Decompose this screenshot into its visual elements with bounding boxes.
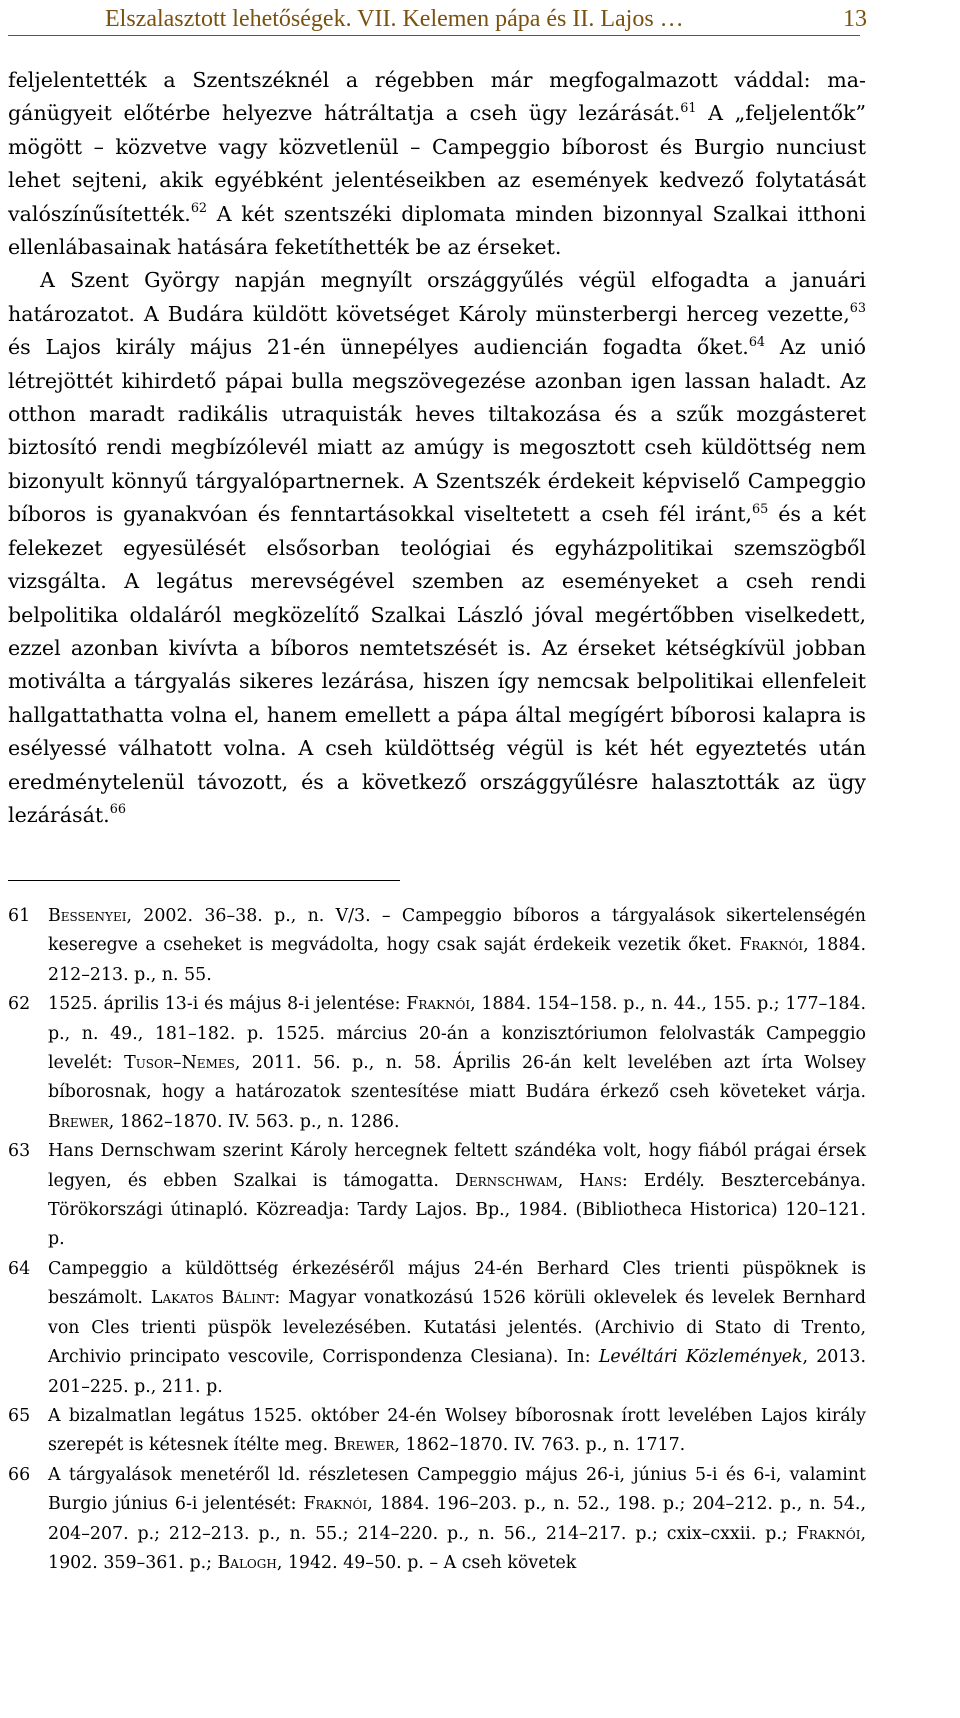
footnote-text: , 1942. 49–50. p. – A cseh követek <box>276 1552 577 1573</box>
footnote-text: , 2002. 36–38. p., n. V/3. – Campeggio bíboros a tárgyalások sikertelenségén keseregve a cseheket is megvádolta, hogy csak saját érdekeik vezetik őket. <box>48 906 866 956</box>
footnote-ref-64[interactable]: 64 <box>748 334 766 350</box>
footnote-rule <box>8 880 400 881</box>
footnote-64 <box>8 1255 866 1402</box>
author-name: Dernschwam, Hans <box>454 1170 622 1191</box>
running-head-title: Elszalasztott lehetőségek. VII. Kelemen pápa és II. Lajos … <box>105 6 684 32</box>
footnote-ref-65[interactable]: 65 <box>752 501 769 517</box>
author-name: Fraknói <box>739 935 804 956</box>
footnote-number: 65 <box>8 1405 31 1426</box>
text-run: és Lajos király május 21-én ünnepélyes audiencián fogadta őket. <box>8 335 749 360</box>
footnote-number: 61 <box>8 906 31 926</box>
footnote-text: , 1902. 359–361. p.; <box>48 1523 866 1573</box>
author-name: Lakatos Bálint <box>150 1288 275 1309</box>
author-name: Brewer <box>48 1111 109 1132</box>
footnote-ref-62[interactable]: 62 <box>190 201 208 217</box>
footnote-62 <box>8 990 866 1137</box>
author-name: Bessenyei <box>48 906 127 926</box>
text-run: feljelentették a Szentszéknél a régebben már megfogalmazott váddal: magánügyeit előtérbe helyezve hátráltatja a cseh ügy lezárását. <box>8 68 866 126</box>
footnote-text: Campeggio a küldöttség érkezéséről május 24-én Berhard Cles trienti püspöknek is beszámolt. <box>48 1258 866 1309</box>
text-run: A Szent György napján megnyílt országgyűlés végül elfogadta a januári határozatot. A Budára küldött követséget Károly münsterbergi herceg vezette, <box>8 268 866 326</box>
author-name: Brewer <box>333 1435 395 1456</box>
footnote-number: 63 <box>8 1141 31 1162</box>
text-run: A „feljelentők” mögött – közvetve vagy közvetlenül – Campeggio bíborost és Burgio nunciust lehet sejteni, akik egyébként jelentéseikben az események kedvező folytatását valószínűsítették. <box>8 101 866 226</box>
footnote-number: 66 <box>8 1464 31 1485</box>
footnote-text: , 1884. 212–213. p., n. 55. <box>48 935 866 985</box>
main-text <box>8 64 866 832</box>
footnote-text: : Erdély. Besztercebánya. Törökországi útinapló. Közreadja: Tardy Lajos. Bp., 1984. (Bibliotheca Historica) 120–121. p. <box>48 1170 867 1250</box>
footnote-61 <box>8 902 866 990</box>
page-number: 13 <box>843 6 867 32</box>
footnote-63 <box>8 1137 866 1255</box>
journal-title: Levéltári Közlemények <box>598 1347 803 1368</box>
footnote-text: , 1884. 154–158. p., n. 44., 155. p.; 177–184. p., n. 49., 181–182. p. 1525. március 20-án a konzisztóriumon felolvasták Campeggio levelét: <box>48 994 866 1074</box>
footnote-text: , 1862–1870. IV. 563. p., n. 1286. <box>108 1111 400 1132</box>
footnote-65 <box>8 1402 866 1461</box>
footnote-number: 64 <box>8 1258 31 1279</box>
text-run: A két szentszéki diplomata minden bizonnyal Szalkai itthoni ellenlábasainak hatására feketíthették be az érseket. <box>8 201 866 260</box>
paragraph-2 <box>8 264 866 832</box>
author-name: Fraknói <box>796 1523 861 1544</box>
footnote-number: 62 <box>8 994 31 1015</box>
footnote-text: , 2013. 201–225. p., 211. p. <box>48 1347 867 1397</box>
author-name: Fraknói <box>303 1494 368 1515</box>
author-name: Tusor–Nemes <box>124 1053 235 1074</box>
footnote-text: 1525. április 13-i és május 8-i jelentése: <box>48 994 407 1015</box>
footnote-ref-61[interactable]: 61 <box>680 100 697 116</box>
footnote-text: , 1862–1870. IV. 763. p., n. 1717. <box>394 1435 686 1456</box>
header-rule <box>8 35 860 36</box>
footnote-text: , 1884. 196–203. p., n. 52., 198. p.; 204–212. p., n. 54., 204–207. p.; 212–213. p., n. 55.; 214–220. p., n. 56., 214–217. p.; cxix–cxxii. p.; <box>48 1494 866 1544</box>
footnote-text: A bizalmatlan legátus 1525. október 24-én Wolsey bíborosnak írott levelében Lajos király szerepét is kétesnek ítélte meg. <box>48 1405 866 1456</box>
footnote-ref-63[interactable]: 63 <box>849 301 866 317</box>
footnote-66 <box>8 1461 866 1579</box>
footnote-text: Hans Dernschwam szerint Károly hercegnek feltett szándéka volt, hogy fiából prágai érsek legyen, és ebben Szalkai is támogatta. <box>48 1141 866 1191</box>
text-run: Az unió létrejöttét kihirdető pápai bulla megszövegezése azonban igen lassan haladt. Az otthon maradt radikális utraquisták heves tiltakozása és a szűk mozgásteret biztosító rendi megbízólevél miatt az amúgy is megosztott cseh küldöttség nem bizonyult könnyű tárgyalópartnernek. A Szentszék érdekeit képviselő Campeggio bíboros is gyanakvóan és fenntartásokkal viseltetett a cseh fél iránt, <box>8 335 867 527</box>
paragraph-1 <box>8 64 866 264</box>
author-name: Balogh <box>217 1552 277 1573</box>
footnote-text: A tárgyalások menetéről ld. részletesen Campeggio május 26-i, június 5-i és 6-i, valamint Burgio június 6-i jelentését: <box>48 1464 866 1515</box>
author-name: Fraknói <box>406 994 471 1015</box>
footnote-ref-66[interactable]: 66 <box>109 802 126 818</box>
footnote-text: , 2011. 56. p., n. 58. Április 26-án kelt levelében azt írta Wolsey bíborosnak, hogy a határozatok szentesítése miatt Budára érkező cseh követeket várja. <box>48 1053 866 1103</box>
footnotes <box>8 902 866 1578</box>
text-run: és a két felekezet egyesülését elsősorban teológiai és egyházpolitikai szemszögből vizsgálta. A legátus merevségével szemben az eseményeket a cseh rendi belpolitika oldaláról megközelítő Szalkai László jóval megértőbben viselkedett, ezzel azonban kivívta a bíboros nemtetszését is. Az érseket kétségkívül jobban motiválta a tárgyalás sikeres lezárása, hiszen így nemcsak belpolitikai ellenfeleit hallgattathatta volna el, hanem emellett a pápa által megígért bíborosi kalapra is esélyessé válhatott volna. A cseh küldöttség végül is két hét egyeztetés után eredménytelenül távozott, és a következő országgyűlésre halasztották az ügy lezárását. <box>8 502 866 827</box>
running-head <box>0 2 960 38</box>
footnote-text: : Magyar vonatkozású 1526 körüli oklevelek és levelek Bernhard von Cles trienti püspök levelezésében. Kutatási jelentés. (Archivio di Stato di Trento, Archivio principato vescovile, Corrispondenza Clesiana). In: <box>48 1288 866 1368</box>
